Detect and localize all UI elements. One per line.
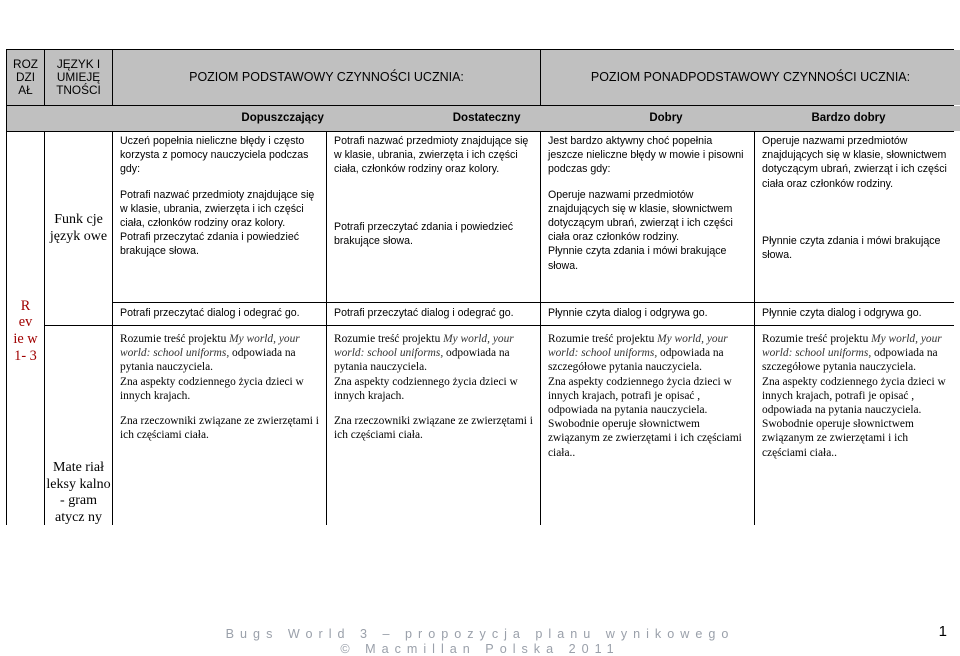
project-text (548, 332, 749, 375)
grade-levels-row (7, 106, 960, 131)
cell-dobry-funkcje (541, 132, 754, 302)
footer-title: Bugs World 3 – propozycja planu wynikowego (225, 627, 735, 641)
cell-dopuszczajacy-material (113, 326, 326, 530)
header-rozdzial: ROZ DZI AŁ (7, 50, 44, 105)
text-line: Rozumie treść projektu (120, 333, 230, 345)
header-jezyk: JĘZYK I UMIEJĘ TNOŚCI (45, 50, 112, 105)
level-bardzo-dobry: Bardzo dobry (811, 112, 886, 125)
text-line: Rozumie treść projektu (548, 333, 658, 345)
project-title: My world, your world: school uniforms, (120, 333, 300, 360)
cell-bardzo-dobry-dialog (755, 303, 960, 325)
text-line: Uczeń popełnia nieliczne błędy i często korzysta z pomocy nauczyciela podczas gdy: (120, 135, 309, 176)
text-line: Potrafi przeczytać zdania i powiedzieć brakujące słowa. (120, 231, 300, 258)
text-line: Potrafi przeczytać dialog i odegrać go. (120, 307, 300, 319)
text-line: Rozumie treść projektu (334, 333, 444, 345)
level-dostateczny: Dostateczny (452, 112, 521, 125)
text-line: odpowiada na pytania nauczyciela. (334, 347, 510, 374)
project-title: My world, your world: school uniforms, (548, 333, 728, 360)
text-line: Zna rzeczowniki związane ze zwierzętami i ich częściami ciała. (334, 415, 533, 442)
text-line: Zna aspekty codziennego życia dzieci w innych krajach. (334, 375, 518, 402)
text-line: Zna rzeczowniki związane ze zwierzętami i ich częściami ciała. (120, 415, 319, 442)
cell-dobry-material (541, 326, 754, 530)
cell-bardzo-dobry-material (755, 326, 960, 530)
text-line: Potrafi przeczytać zdania i powiedzieć brakujące słowa. (334, 220, 514, 247)
skill-funkcje-jezykowe: Funk cje język owe (45, 132, 112, 325)
project-text (120, 332, 321, 375)
project-title: My world, your world: school uniforms, (762, 333, 942, 360)
cell-dostateczny-material (327, 326, 540, 530)
project-text (762, 332, 955, 375)
text-line: Płynnie czyta dialog i odgrywa go. (762, 307, 922, 319)
assessment-table (6, 49, 954, 525)
text-line: Potrafi nazwać przedmioty znajdujące się w klasie, ubrania, zwierzęta i ich części ciała, członków rodziny oraz kolory. (334, 135, 529, 176)
text-line: Potrafi przeczytać dialog i odegrać go. (334, 307, 514, 319)
cell-dobry-dialog (541, 303, 754, 325)
page-number: 1 (938, 623, 947, 640)
text-line: Płynnie czyta dialog i odgrywa go. (548, 307, 708, 319)
text-line: Zna aspekty codziennego życia dzieci w innych krajach, potrafi je opisać , odpowiada na pytania nauczyciela. (548, 375, 732, 417)
chapter-label: R ev ie w 1- 3 (7, 132, 44, 530)
text-line: Płynnie czyta zdania i mówi brakujące słowa. (548, 245, 727, 272)
cell-dopuszczajacy-funkcje (113, 132, 326, 302)
text-line: Jest bardzo aktywny choć popełnia jeszcze nieliczne błędy w mowie i pisowni podczas gdy: (548, 135, 744, 176)
skill-material-leksykalno-gramatyczny: Mate riał leksy kalno - gram atycz ny (45, 326, 112, 530)
footer-copyright: © Macmillan Polska 2011 (340, 642, 620, 656)
text-line: Swobodnie operuje słownictwem związanym ze zwierzętami i ich częściami ciała.. (548, 418, 742, 459)
header-podstawowy: POZIOM PODSTAWOWY CZYNNOŚCI UCZNIA: (113, 50, 540, 105)
project-title: My world, your world: school uniforms, (334, 333, 514, 360)
cell-dostateczny-funkcje (327, 132, 540, 302)
text-line: odpowiada na szczegółowe pytania nauczyciela. (762, 347, 938, 374)
cell-dopuszczajacy-dialog (113, 303, 326, 325)
text-line: Operuje nazwami przedmiotów znajdujących się w klasie, słownictwem dotyczącym ubrań, zwierząt i ich części ciała oraz członków rodziny. (548, 188, 733, 244)
level-dopuszczajacy: Dopuszczający (241, 112, 324, 125)
text-line: odpowiada na pytania nauczyciela. (120, 347, 296, 374)
text-line: odpowiada na szczegółowe pytania nauczyciela. (548, 347, 724, 374)
text-line: Operuje nazwami przedmiotów znajdujących się w klasie, słownictwem dotyczącym ubrań, zwierząt i ich części ciała oraz członków rodziny. (762, 135, 947, 190)
header-ponadpodstawowy: POZIOM PONADPODSTAWOWY CZYNNOŚCI UCZNIA: (541, 50, 960, 105)
text-line: Płynnie czyta zdania i mówi brakujące słowa. (762, 234, 941, 262)
text-line: Potrafi nazwać przedmioty znajdujące się w klasie, ubrania, zwierzęta i ich części ciała, członków rodziny oraz kolory. (120, 188, 315, 230)
project-text (334, 332, 535, 375)
text-line: Zna aspekty codziennego życia dzieci w innych krajach. (120, 375, 304, 402)
text-line: Zna aspekty codziennego życia dzieci w innych krajach, potrafi je opisać , odpowiada na pytania nauczyciela. (762, 375, 946, 417)
cell-dostateczny-dialog (327, 303, 540, 325)
text-line: Swobodnie operuje słownictwem związanym ze zwierzętami i ich częściami ciała.. (762, 418, 914, 459)
cell-bardzo-dobry-funkcje (755, 132, 960, 302)
text-line: Rozumie treść projektu (762, 333, 872, 345)
level-dobry: Dobry (649, 112, 683, 125)
